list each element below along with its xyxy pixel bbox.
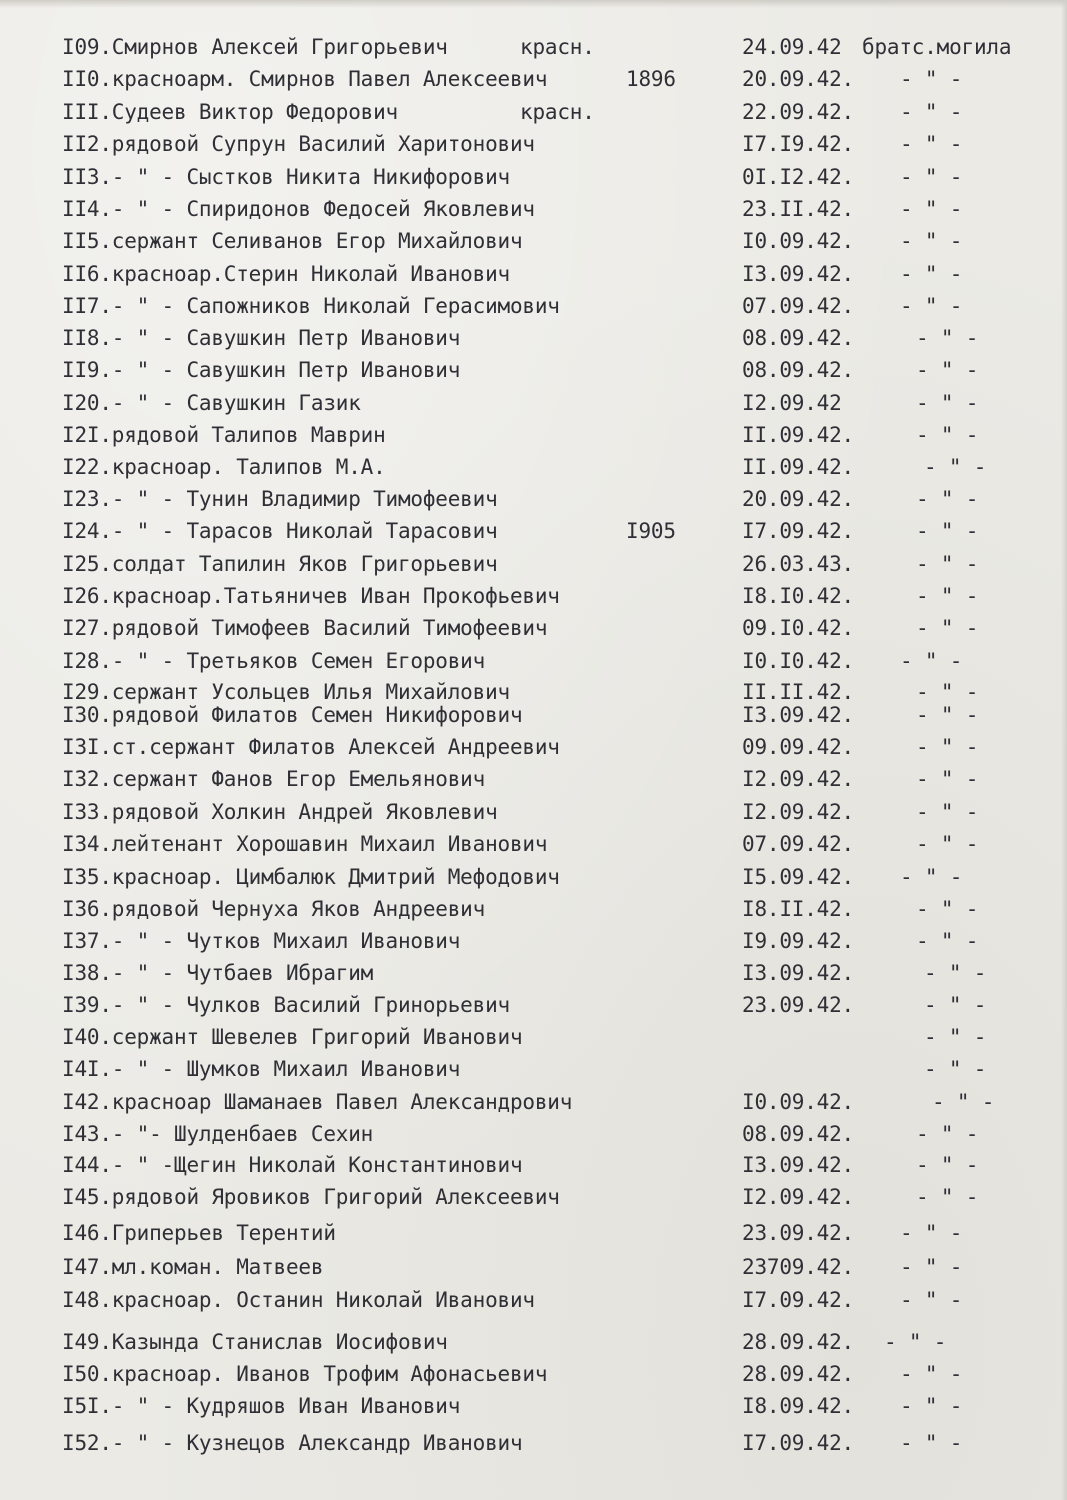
entry-number: I35. [62, 865, 112, 889]
entry-burial: - " - [900, 1288, 963, 1312]
list-item [0, 1327, 1067, 1357]
list-item [0, 926, 1067, 956]
entry-burial: - " - [900, 1362, 963, 1386]
entry-number-and-name [62, 484, 498, 514]
entry-text: сержант Селиванов Егор Михайлович [111, 229, 523, 253]
entry-number: I38. [62, 961, 112, 985]
entry-text: мл.коман. Матвеев [111, 1255, 324, 1279]
entry-date: 07.09.42. [742, 294, 854, 318]
entry-number: II3. [62, 165, 112, 189]
entry-date: I8.09.42. [742, 1394, 854, 1418]
entry-number-and-name [62, 452, 386, 482]
entry-text: красноарм. Смирнов Павел Алексеевич [111, 67, 548, 91]
entry-date: I3.09.42. [742, 1153, 854, 1177]
entry-number-and-name [62, 764, 485, 794]
entry-number-and-name [62, 894, 485, 924]
entry-number-and-name [62, 259, 510, 289]
entry-number-and-name [62, 162, 510, 192]
entry-number-and-name [62, 581, 560, 611]
entry-date: 0I.I2.42. [742, 165, 854, 189]
entry-text: лейтенант Хорошавин Михаил Иванович [111, 832, 548, 856]
entry-number: I49. [62, 1330, 112, 1354]
entry-burial: - " - [932, 1090, 995, 1114]
entry-text: рядовой Талипов Маврин [111, 423, 386, 447]
entry-date: 22.09.42. [742, 100, 854, 124]
entry-number: I2I. [62, 423, 112, 447]
list-item [0, 97, 1067, 127]
list-item [0, 1428, 1067, 1458]
list-item [0, 1054, 1067, 1084]
list-item [0, 862, 1067, 892]
entry-date: 20.09.42. [742, 487, 854, 511]
entry-number: II4. [62, 197, 112, 221]
entry-date: I7.I9.42. [742, 132, 854, 156]
entry-number-and-name [62, 388, 361, 418]
list-item [0, 1182, 1067, 1212]
entry-year: 1896 [626, 67, 676, 91]
entry-date: I0.09.42. [742, 229, 854, 253]
entry-burial: - " - [916, 1153, 979, 1177]
entry-date: I5.09.42. [742, 865, 854, 889]
entry-date: I0.I0.42. [742, 649, 854, 673]
entry-text: - " - Тарасов Николай Тарасович [111, 519, 498, 543]
entry-number: I50. [62, 1362, 112, 1386]
entry-number-and-name [62, 732, 560, 762]
list-item [0, 797, 1067, 827]
list-item [0, 355, 1067, 385]
entry-number: I23. [62, 487, 112, 511]
entry-text: - " - Чулков Василий Гринорьевич [111, 993, 510, 1017]
entry-burial: - " - [924, 1057, 987, 1081]
entry-burial: - " - [900, 165, 963, 189]
entry-number-and-name [62, 1218, 336, 1248]
entry-burial: - " - [900, 262, 963, 286]
entry-date: I7.09.42. [742, 519, 854, 543]
entry-date: 23.09.42. [742, 1221, 854, 1245]
entry-text: красноар. Иванов Трофим Афонасьевич [111, 1362, 548, 1386]
entry-number-and-name [62, 291, 560, 321]
entry-burial: - " - [900, 132, 963, 156]
entry-date: 23.09.42. [742, 993, 854, 1017]
entry-text: красноар. Останин Николай Иванович [111, 1288, 535, 1312]
entry-date: II.09.42. [742, 455, 854, 479]
entry-burial: - " - [900, 1431, 963, 1455]
list-item [0, 420, 1067, 450]
entry-burial: - " - [916, 552, 979, 576]
entry-number-and-name [62, 1119, 373, 1149]
list-item [0, 764, 1067, 794]
entry-number-and-name [62, 64, 547, 94]
list-item [0, 162, 1067, 192]
entry-number: I09. [62, 35, 112, 59]
entry-date: I3.09.42. [742, 262, 854, 286]
entry-burial: - " - [900, 294, 963, 318]
entry-number: I3I. [62, 735, 112, 759]
entry-burial: - " - [900, 1221, 963, 1245]
entry-text: - " - Шумков Михаил Иванович [111, 1057, 461, 1081]
entry-number: I39. [62, 993, 112, 1017]
entry-burial: - " - [916, 326, 979, 350]
entry-date: I2.09.42. [742, 767, 854, 791]
entry-text: рядовой Филатов Семен Никифорович [111, 703, 523, 727]
entry-number-and-name [62, 1285, 535, 1315]
entry-number-and-name [62, 797, 498, 827]
entry-burial: - " - [900, 100, 963, 124]
entry-burial: - " - [916, 703, 979, 727]
entry-date: 23.II.42. [742, 197, 854, 221]
entry-burial: - " - [916, 832, 979, 856]
entry-number-and-name [62, 420, 386, 450]
entry-date: 24.09.42 [742, 35, 842, 59]
entry-text: - " - Третьяков Семен Егорович [111, 649, 486, 673]
entry-date: I2.09.42 [742, 391, 842, 415]
entry-burial: - " - [900, 197, 963, 221]
entry-date: I0.09.42. [742, 1090, 854, 1114]
entry-burial: братс.могила [862, 35, 1012, 59]
entry-date: 09.I0.42. [742, 616, 854, 640]
entry-number: I45. [62, 1185, 112, 1209]
entry-number: II7. [62, 294, 112, 318]
entry-number: I47. [62, 1255, 112, 1279]
entry-number-and-name [62, 700, 522, 730]
entry-note: красн. [520, 35, 595, 59]
entry-date: 20.09.42. [742, 67, 854, 91]
list-item [0, 32, 1067, 62]
list-item [0, 291, 1067, 321]
entry-date: I8.I0.42. [742, 584, 854, 608]
entry-date: 08.09.42. [742, 1122, 854, 1146]
entry-date: 09.09.42. [742, 735, 854, 759]
entry-number: I26. [62, 584, 112, 608]
list-item [0, 990, 1067, 1020]
entry-number: I46. [62, 1221, 112, 1245]
entry-text: - " - Чутков Михаил Иванович [111, 929, 461, 953]
entry-burial: - " - [924, 1025, 987, 1049]
entry-text: красноар.Татьяничев Иван Прокофьевич [111, 584, 560, 608]
entry-text: - " - Сыстков Никита Никифорович [111, 165, 510, 189]
entry-number-and-name [62, 829, 547, 859]
entry-burial: - " - [916, 616, 979, 640]
entry-text: Гриперьев Терентий [111, 1221, 336, 1245]
entry-number: I29. [62, 680, 112, 704]
entry-burial: - " - [916, 584, 979, 608]
entry-number: I48. [62, 1288, 112, 1312]
entry-number: II8. [62, 326, 112, 350]
entry-burial: - " - [916, 1122, 979, 1146]
entry-number-and-name [62, 1054, 460, 1084]
entry-text: Смирнов Алексей Григорьевич [111, 35, 448, 59]
entry-number-and-name [62, 1182, 560, 1212]
entry-number-and-name [62, 990, 510, 1020]
entry-number-and-name [62, 926, 460, 956]
entry-text: сержант Шевелев Григорий Иванович [111, 1025, 523, 1049]
entry-date: I2.09.42. [742, 800, 854, 824]
entry-text: рядовой Чернуха Яков Андреевич [111, 897, 486, 921]
entry-number: I27. [62, 616, 112, 640]
entry-number-and-name [62, 516, 498, 546]
entry-number-and-name [62, 194, 535, 224]
entry-burial: - " - [900, 1394, 963, 1418]
entry-number: I36. [62, 897, 112, 921]
entry-text: рядовой Тимофеев Василий Тимофеевич [111, 616, 548, 640]
entry-number: III. [62, 100, 112, 124]
list-item [0, 1252, 1067, 1282]
entry-number: I34. [62, 832, 112, 856]
list-item [0, 259, 1067, 289]
entry-number: I32. [62, 767, 112, 791]
entry-burial: - " - [916, 519, 979, 543]
entry-date: I2.09.42. [742, 1185, 854, 1209]
entry-number: I28. [62, 649, 112, 673]
entry-number-and-name [62, 1391, 460, 1421]
list-item [0, 64, 1067, 94]
entry-burial: - " - [900, 1255, 963, 1279]
entry-text: ст.сержант Филатов Алексей Андреевич [111, 735, 560, 759]
entry-date: I3.09.42. [742, 703, 854, 727]
entry-number-and-name [62, 958, 373, 988]
list-item [0, 1285, 1067, 1315]
entry-burial: - " - [900, 865, 963, 889]
entry-text: - " -Щегин Николай Константинович [111, 1153, 523, 1177]
entry-number: I42. [62, 1090, 112, 1114]
entry-number: I20. [62, 391, 112, 415]
entry-text: - " - Тунин Владимир Тимофеевич [111, 487, 498, 511]
entry-number-and-name [62, 1150, 522, 1180]
entry-text: сержант Фанов Егор Емельянович [111, 767, 486, 791]
list-item [0, 1150, 1067, 1180]
entry-number-and-name [62, 862, 560, 892]
entry-number-and-name [62, 32, 448, 62]
entry-burial: - " - [924, 993, 987, 1017]
entry-number-and-name [62, 646, 485, 676]
list-item [0, 516, 1067, 546]
list-item [0, 1087, 1067, 1117]
entry-text: Казында Станислав Иосифович [111, 1330, 448, 1354]
list-item [0, 388, 1067, 418]
list-item [0, 323, 1067, 353]
list-item [0, 194, 1067, 224]
entry-number-and-name [62, 1327, 448, 1357]
entry-date: I3.09.42. [742, 961, 854, 985]
entry-number: I4I. [62, 1057, 112, 1081]
entry-number-and-name [62, 129, 535, 159]
entry-number-and-name [62, 1359, 547, 1389]
entry-date: I7.09.42. [742, 1431, 854, 1455]
list-item [0, 829, 1067, 859]
entry-text: красноар. Цимбалюк Дмитрий Мефодович [111, 865, 560, 889]
entry-text: - " - Кудряшов Иван Иванович [111, 1394, 461, 1418]
entry-date: I8.II.42. [742, 897, 854, 921]
entry-burial: - " - [916, 391, 979, 415]
entry-number: I30. [62, 703, 112, 727]
entry-text: - " - Спиридонов Федосей Яковлевич [111, 197, 535, 221]
entry-text: красноар Шаманаев Павел Александрович [111, 1090, 573, 1114]
entry-burial: - " - [924, 961, 987, 985]
entry-number: I44. [62, 1153, 112, 1177]
entry-burial: - " - [884, 1330, 947, 1354]
entry-burial: - " - [916, 800, 979, 824]
list-item [0, 452, 1067, 482]
entry-date: 08.09.42. [742, 326, 854, 350]
entry-number: I25. [62, 552, 112, 576]
list-item [0, 484, 1067, 514]
entry-date: I9.09.42. [742, 929, 854, 953]
list-item [0, 958, 1067, 988]
entry-number: II6. [62, 262, 112, 286]
list-item [0, 226, 1067, 256]
entry-number: I24. [62, 519, 112, 543]
entry-burial: - " - [916, 1185, 979, 1209]
entry-burial: - " - [916, 423, 979, 447]
entry-number-and-name [62, 1428, 522, 1458]
entry-date: II.II.42. [742, 680, 854, 704]
entry-number: I37. [62, 929, 112, 953]
entry-number: I40. [62, 1025, 112, 1049]
entry-date: II.09.42. [742, 423, 854, 447]
entry-number-and-name [62, 613, 547, 643]
list-item [0, 1359, 1067, 1389]
entry-number: II0. [62, 67, 112, 91]
entry-text: краснoар.Стерин Николай Иванович [111, 262, 510, 286]
entry-number: II9. [62, 358, 112, 382]
entry-text: Судеев Виктор Федорович [111, 100, 398, 124]
entry-text: красноар. Талипов М.А. [111, 455, 386, 479]
entry-text: сержант Усольцев Илья Михайлович [111, 680, 510, 704]
entry-text: - "- Шулденбаев Сехин [111, 1122, 374, 1146]
entry-text: рядовой Холкин Андрей Яковлевич [111, 800, 498, 824]
entry-burial: - " - [900, 649, 963, 673]
entry-date: 07.09.42. [742, 832, 854, 856]
entry-burial: - " - [916, 358, 979, 382]
entry-burial: - " - [916, 487, 979, 511]
entry-number-and-name [62, 1087, 572, 1117]
list-item [0, 1218, 1067, 1248]
entry-text: - " - Сапожников Николай Герасимович [111, 294, 560, 318]
entry-number: I52. [62, 1431, 112, 1455]
entry-number-and-name [62, 1252, 323, 1282]
entry-burial: - " - [916, 735, 979, 759]
entry-burial: - " - [916, 897, 979, 921]
entry-burial: - " - [916, 680, 979, 704]
entry-number-and-name [62, 226, 522, 256]
entry-number-and-name [62, 1022, 522, 1052]
entry-number: I5I. [62, 1394, 112, 1418]
entry-burial: - " - [900, 229, 963, 253]
list-item [0, 1022, 1067, 1052]
list-item [0, 1391, 1067, 1421]
list-item [0, 581, 1067, 611]
entry-text: - " - Савушкин Газик [111, 391, 361, 415]
entry-text: - " - Савушкин Петр Иванович [111, 358, 461, 382]
entry-date: 28.09.42. [742, 1330, 854, 1354]
entry-number: I43. [62, 1122, 112, 1146]
entry-text: - " - Чутбаев Ибрагим [111, 961, 374, 985]
entry-year: I905 [626, 519, 676, 543]
entry-text: солдат Тапилин Яков Григорьевич [111, 552, 498, 576]
entry-number: I22. [62, 455, 112, 479]
list-item [0, 894, 1067, 924]
entry-date: 26.03.43. [742, 552, 854, 576]
entry-number: I33. [62, 800, 112, 824]
list-item [0, 646, 1067, 676]
entry-burial: - " - [924, 455, 987, 479]
entry-number-and-name [62, 323, 460, 353]
entry-date: 08.09.42. [742, 358, 854, 382]
list-item [0, 549, 1067, 579]
entry-number-and-name [62, 549, 498, 579]
entry-burial: - " - [900, 67, 963, 91]
entry-number: II5. [62, 229, 112, 253]
list-item [0, 732, 1067, 762]
list-item [0, 1119, 1067, 1149]
entry-text: - " - Кузнецов Александр Иванович [111, 1431, 523, 1455]
list-item [0, 129, 1067, 159]
entry-burial: - " - [916, 767, 979, 791]
entry-text: рядовой Супрун Василий Харитонович [111, 132, 535, 156]
entry-date: 23709.42. [742, 1255, 854, 1279]
list-item [0, 613, 1067, 643]
entry-text: - " - Савушкин Петр Иванович [111, 326, 461, 350]
entry-text: рядовой Яровиков Григорий Алексеевич [111, 1185, 560, 1209]
entry-date: 28.09.42. [742, 1362, 854, 1386]
entry-date: I7.09.42. [742, 1288, 854, 1312]
entry-number: II2. [62, 132, 112, 156]
entry-note: красн. [520, 100, 595, 124]
entry-burial: - " - [916, 929, 979, 953]
entry-number-and-name [62, 97, 398, 127]
entry-number-and-name [62, 355, 460, 385]
list-item [0, 700, 1067, 730]
